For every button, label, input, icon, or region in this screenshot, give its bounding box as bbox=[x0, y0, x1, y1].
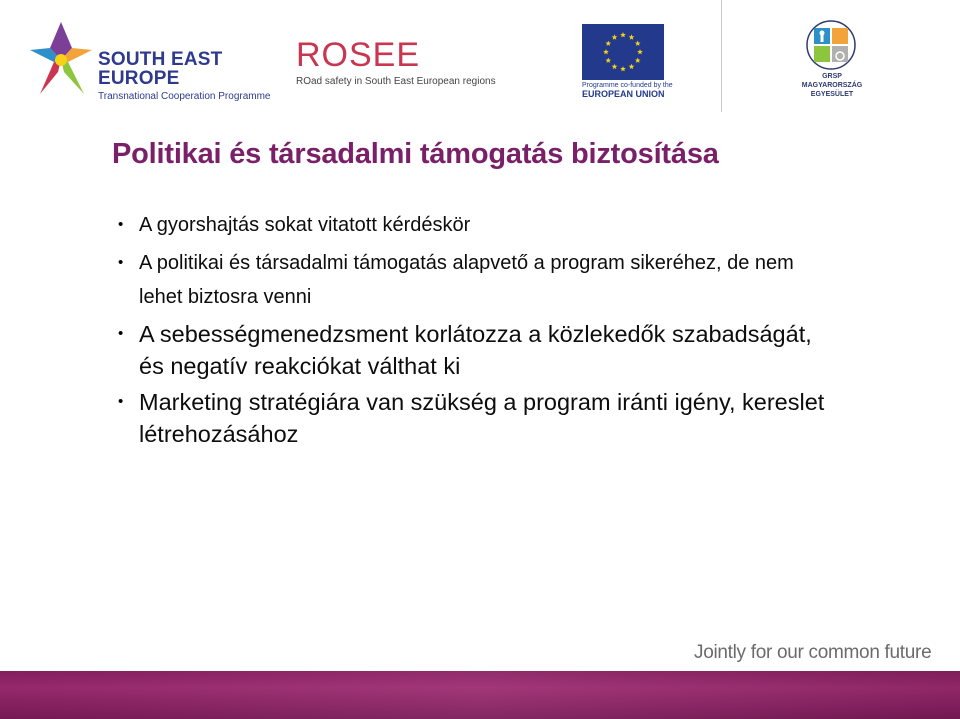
bullet-dot-icon: • bbox=[118, 216, 124, 233]
see-logo-line2: EUROPE bbox=[98, 68, 180, 89]
see-logo-line3: Transnational Cooperation Programme bbox=[98, 91, 271, 102]
bullet-item bbox=[118, 246, 838, 314]
see-star-icon bbox=[28, 20, 94, 100]
logo-divider bbox=[721, 0, 722, 112]
eu-logo-line2: EUROPEAN UNION bbox=[582, 89, 665, 99]
bullet-dot-icon: • bbox=[118, 393, 124, 410]
grsp-logo-line3: EGYESÜLET bbox=[810, 91, 854, 98]
see-logo-line1: SOUTH EAST bbox=[98, 49, 223, 70]
bullet-text: Marketing stratégiára van szükség a program iránti igény, kereslet létrehozásához bbox=[139, 389, 825, 447]
south-east-europe-logo bbox=[28, 20, 271, 102]
bullet-item bbox=[118, 208, 838, 242]
grsp-logo bbox=[796, 20, 868, 104]
slide-title: Politikai és társadalmi támogatás biztosítása bbox=[112, 138, 719, 170]
footer-band-shade bbox=[0, 671, 960, 719]
rosee-logo bbox=[296, 38, 506, 98]
eu-logo-line1: Programme co-funded by the bbox=[582, 82, 673, 89]
bullet-text: A sebességmenedzsment korlátozza a közlekedők szabadságát, és negatív reakciókat válthat ki bbox=[139, 321, 812, 379]
eu-logo bbox=[580, 20, 673, 102]
footer-slogan: Jointly for our common future bbox=[694, 642, 932, 663]
bullet-item bbox=[118, 386, 838, 450]
bullet-list bbox=[118, 208, 838, 454]
grsp-logo-line1: GRSP bbox=[822, 73, 842, 80]
grsp-logo-line2: MAGYARORSZÁG bbox=[801, 82, 863, 89]
bullet-text: A gyorshajtás sokat vitatott kérdéskör bbox=[139, 214, 471, 236]
bullet-item bbox=[118, 318, 838, 382]
bullet-dot-icon: • bbox=[118, 254, 124, 271]
eu-flag-icon bbox=[582, 24, 664, 80]
bullet-dot-icon: • bbox=[118, 325, 124, 342]
rosee-logo-subtitle: ROad safety in South East European regions bbox=[296, 76, 496, 87]
rosee-logo-name: ROSEE bbox=[296, 36, 421, 74]
grsp-badge-icon bbox=[806, 20, 856, 70]
bullet-text: A politikai és társadalmi támogatás alapvető a program sikeréhez, de nem lehet biztosra venni bbox=[139, 252, 794, 308]
